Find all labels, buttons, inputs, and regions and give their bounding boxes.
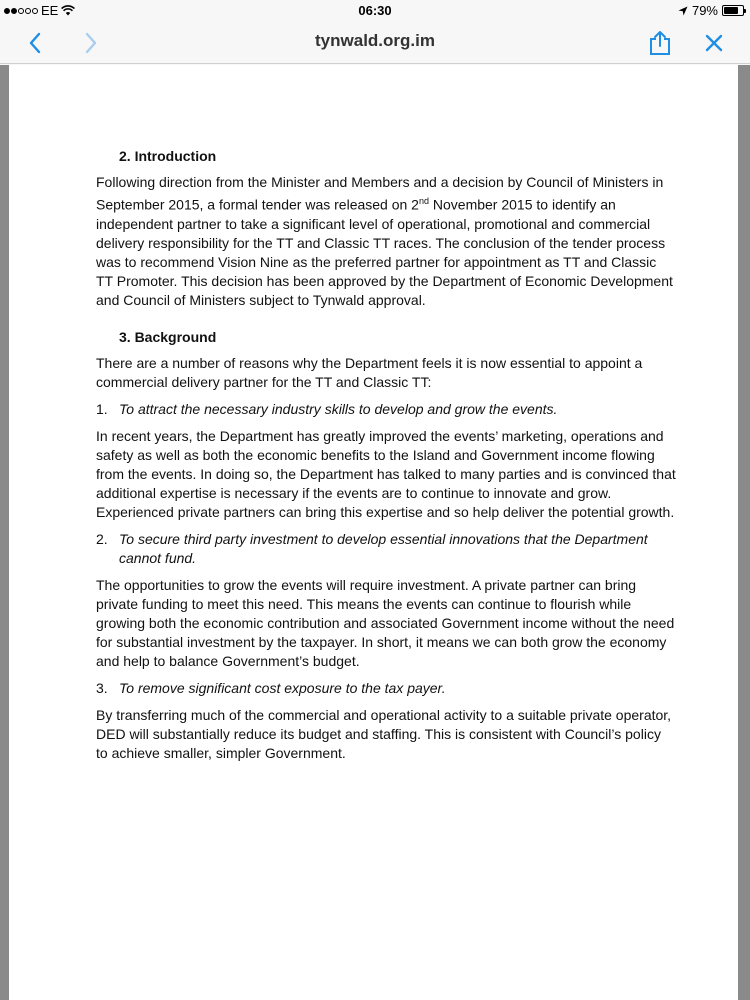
- status-time: 06:30: [358, 3, 392, 18]
- reason-number: 2.: [96, 530, 108, 547]
- browser-nav-bar: [0, 22, 750, 64]
- battery-percent: 79%: [691, 3, 718, 18]
- address-url: tynwald.org.im: [315, 31, 435, 50]
- share-button[interactable]: [645, 28, 675, 58]
- forward-button[interactable]: [76, 28, 106, 58]
- intro-ordinal-suffix: nd: [418, 196, 429, 206]
- reason-number: 3.: [96, 679, 108, 696]
- intro-text-b: November 2015 to identify an independent partner to take a significant level of operational, promotional and commercial delivery responsibility for the TT and Classic TT races. The conclusion of the tender process was to recommend Vision Nine as the preferred partner for appointment as TT and Classic TT Promoter. This decision has been approved by the Department of Economic Development and Council of Ministers subject to Tynwald approval.: [96, 196, 673, 308]
- reason-title: To attract the necessary industry skills to develop and grow the events.: [119, 400, 558, 417]
- section-heading-background: 3. Background: [119, 328, 217, 345]
- reason-number: 1.: [96, 400, 108, 417]
- background-intro-paragraph: There are a number of reasons why the Department feels it is now essential to appoint a commercial delivery partner for the TT and Classic TT:: [96, 354, 643, 390]
- reason-body-1: In recent years, the Department has greatly improved the events’ marketing, operations and safety as well as both the economic benefits to the Island and Government income flowing from the events. In doing so, the Department has talked to many parties and is convinced that additional expertise is necessary if the events are to continue to innovate and grow. Experienced private partners can bring this expertise and so help deliver the potential growth.: [96, 427, 676, 520]
- reason-body-2: The opportunities to grow the events will require investment. A private partner can bring private funding to meet this need. This means the events can continue to flourish while growing both the economic contribution and associated Government income without the need for substantial investment by the taxpayer. In short, it means we can both grow the economy and help to balance Government’s budget.: [96, 576, 675, 669]
- reason-item-1: [96, 400, 676, 419]
- chevron-left-icon: [28, 32, 42, 54]
- back-button[interactable]: [20, 28, 50, 58]
- reason-item-2: [96, 530, 676, 568]
- reason-item-3: [96, 679, 676, 698]
- intro-text-a: Following direction from the Minister and Members and a decision by Council of Ministers in September 2015, a formal tender was released on 2: [96, 174, 664, 213]
- status-bar: [0, 0, 750, 22]
- status-left: [4, 3, 75, 18]
- wifi-icon: [61, 5, 75, 16]
- location-arrow-icon: [678, 6, 688, 16]
- introduction-paragraph: [96, 173, 676, 310]
- share-icon: [649, 30, 671, 56]
- reason-title: To secure third party investment to develop essential innovations that the Department cannot fund.: [119, 530, 648, 566]
- reason-title: To remove significant cost exposure to the tax payer.: [119, 679, 446, 696]
- status-right: [678, 3, 744, 18]
- signal-strength-icon: [4, 8, 38, 14]
- document-viewer[interactable]: [0, 65, 750, 1000]
- close-icon: [704, 33, 724, 53]
- battery-icon: [722, 5, 744, 16]
- document-content: [96, 147, 676, 771]
- close-button[interactable]: [699, 28, 729, 58]
- reason-body-3: By transferring much of the commercial and operational activity to a suitable private operator, DED will substantially reduce its budget and staffing. This is consistent with Council’s policy to achieve smaller, simpler Government.: [96, 706, 672, 761]
- section-heading-introduction: 2. Introduction: [119, 148, 217, 164]
- carrier-name: EE: [41, 3, 59, 18]
- chevron-right-icon: [84, 32, 98, 54]
- document-page: [9, 65, 738, 1000]
